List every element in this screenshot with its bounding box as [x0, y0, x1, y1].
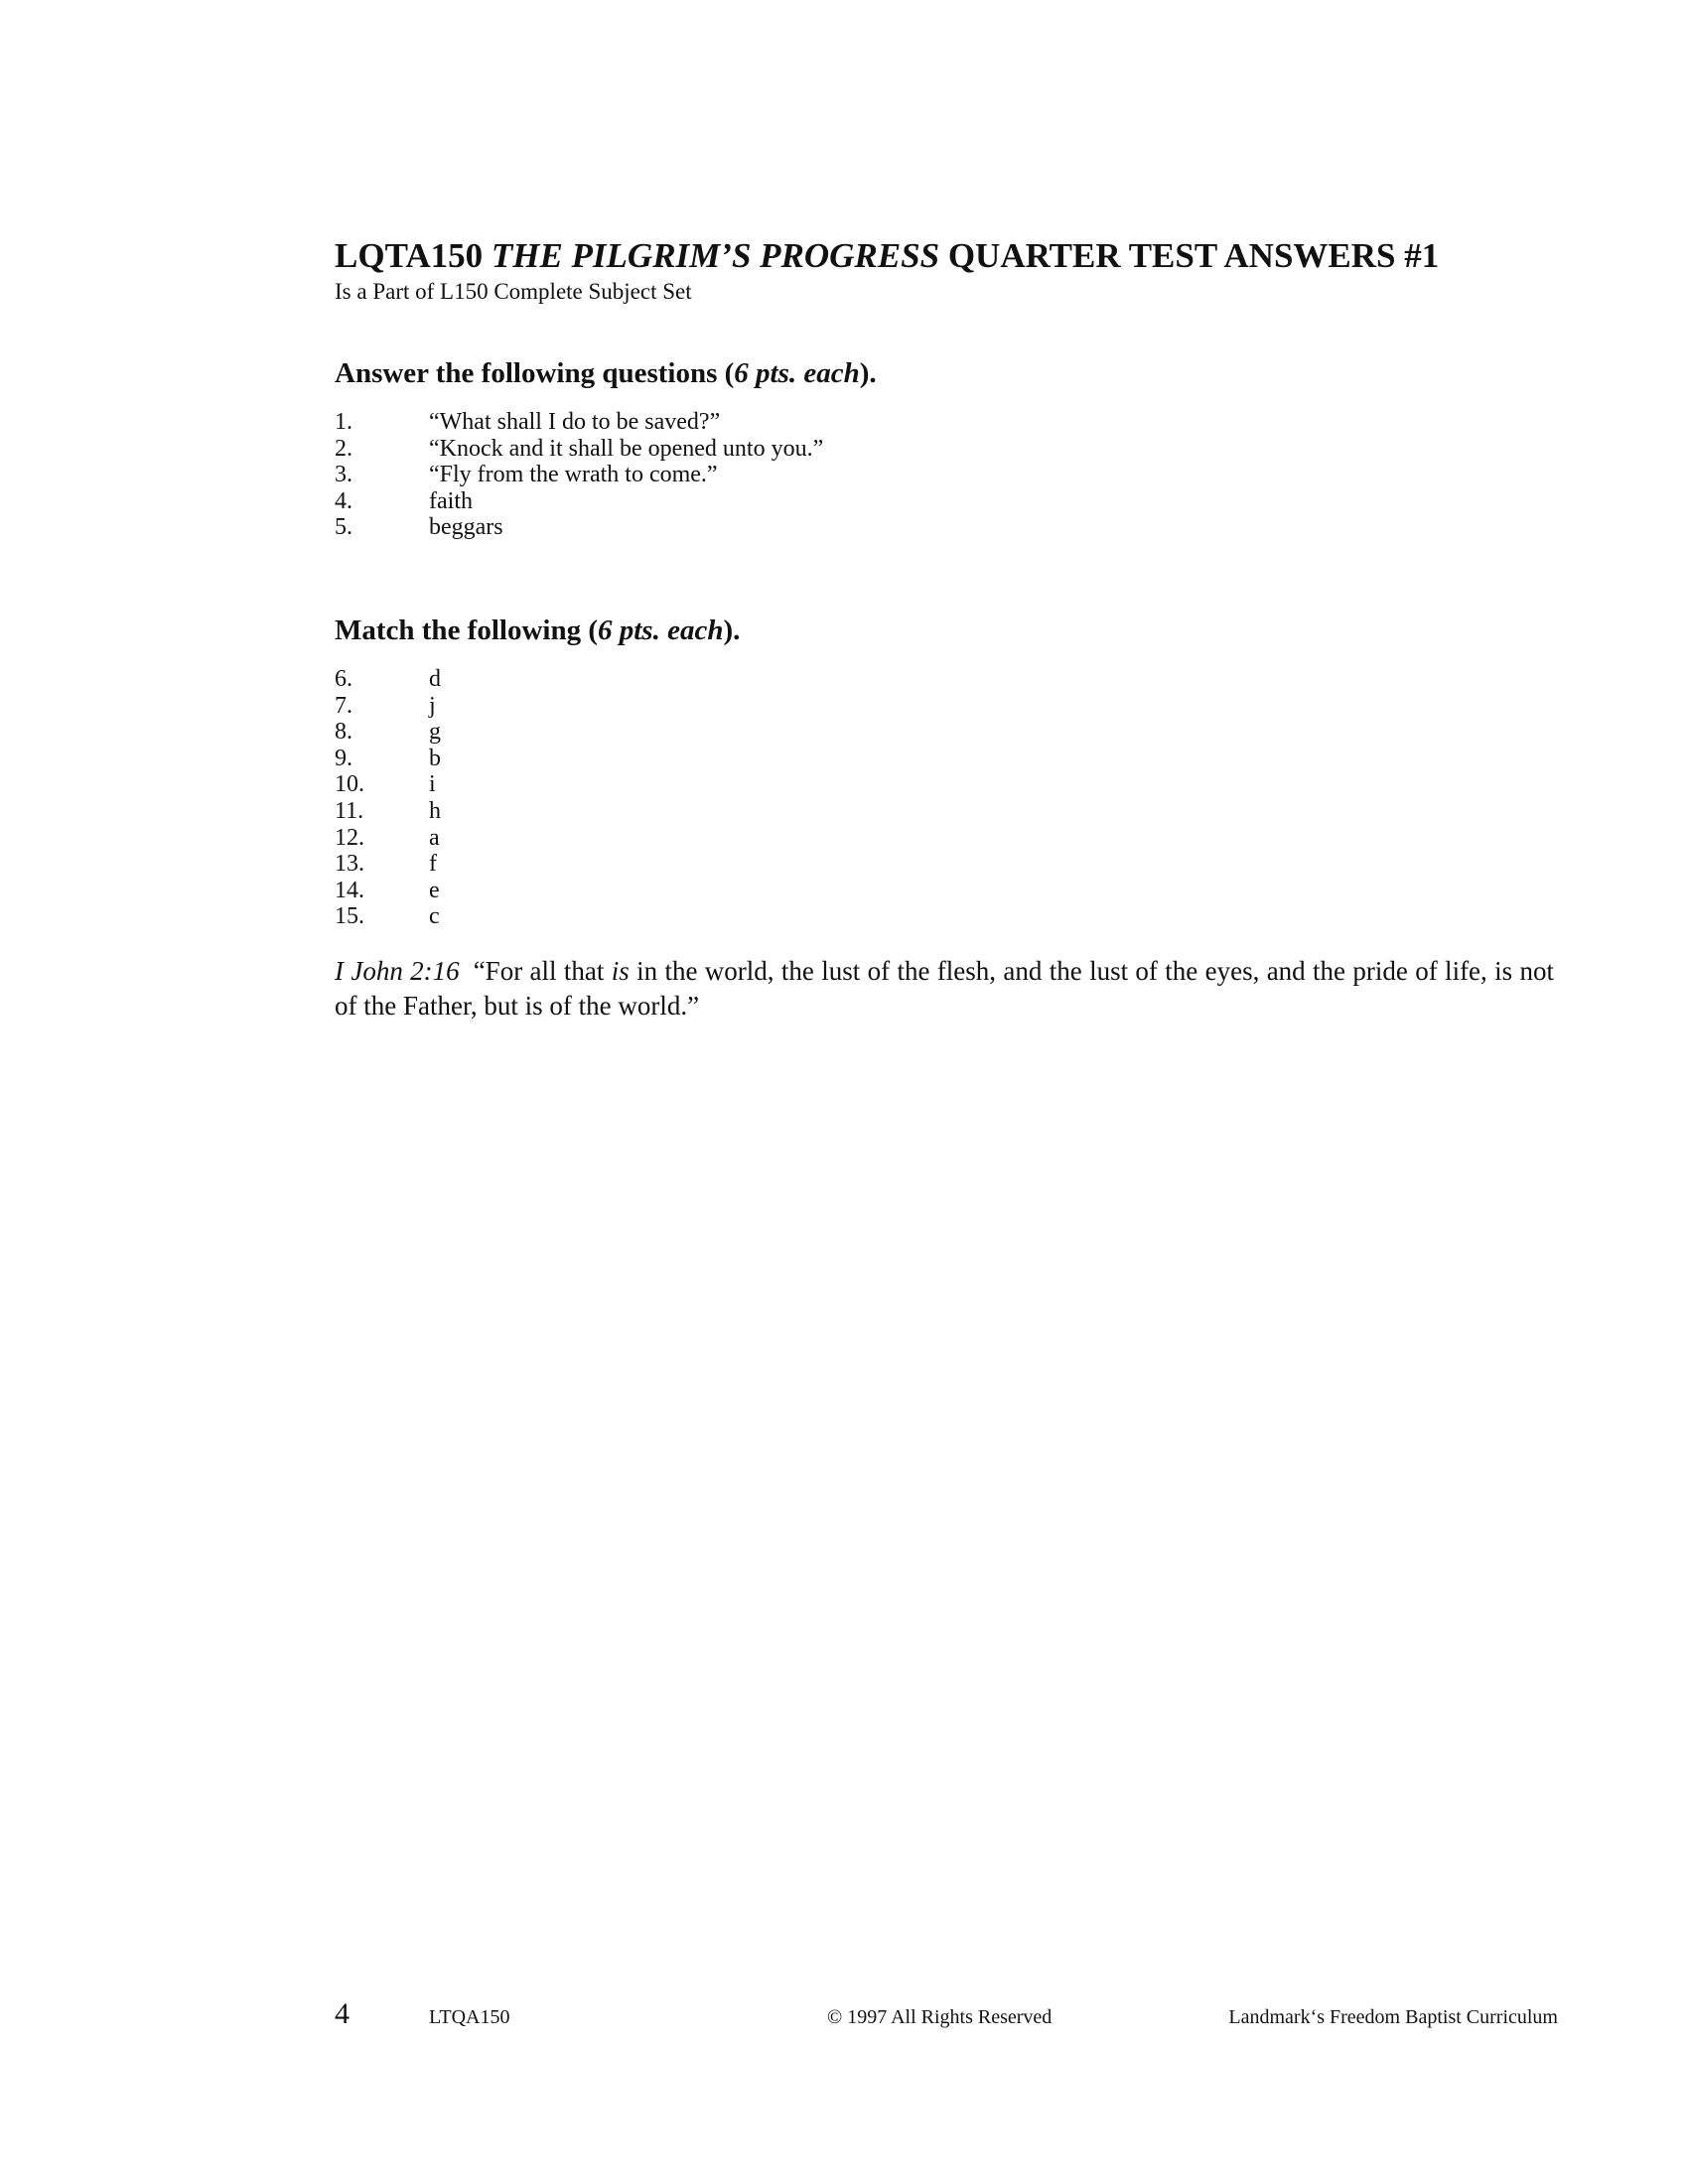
- answer-number: 3.: [335, 462, 352, 488]
- answer-number: 1.: [335, 409, 352, 435]
- title-book-name: THE PILGRIM’S PROGRESS: [491, 236, 940, 275]
- section-heading-questions: [335, 355, 1554, 391]
- answer-number: 11.: [335, 797, 364, 824]
- title-rest: QUARTER TEST ANSWERS #1: [947, 236, 1440, 275]
- answer-text: “Knock and it shall be opened unto you.”: [429, 435, 824, 462]
- answer-text: f: [429, 851, 437, 878]
- answer-text: c: [429, 903, 440, 930]
- scripture-verse: [335, 954, 1554, 1024]
- answer-number: 2.: [335, 435, 352, 462]
- answer-text: beggars: [429, 514, 503, 541]
- page-content: [335, 234, 1554, 1050]
- footer-code: LTQA150: [429, 2006, 510, 2028]
- section-heading-matching: [335, 613, 1554, 648]
- answer-item: [335, 903, 1554, 930]
- verse-text-before: “For all that: [473, 955, 612, 986]
- answer-item: [335, 436, 1554, 463]
- answer-number: 10.: [335, 771, 364, 798]
- answer-item: [335, 851, 1554, 878]
- page-footer: [335, 1999, 1558, 2033]
- verse-reference: I John 2:16: [335, 955, 460, 986]
- answer-number: 6.: [335, 665, 352, 692]
- answer-number: 5.: [335, 514, 352, 541]
- heading-points: 6 pts. each: [598, 614, 724, 646]
- answer-list-questions: [335, 409, 1554, 541]
- verse-text-italic: is: [611, 955, 630, 986]
- answer-text: faith: [429, 487, 473, 514]
- answer-item: [335, 666, 1554, 693]
- answer-text: a: [429, 824, 440, 851]
- answer-text: b: [429, 745, 441, 771]
- page-title: [335, 234, 1554, 278]
- heading-close: ).: [723, 614, 741, 646]
- answer-number: 12.: [335, 824, 364, 851]
- answer-number: 15.: [335, 903, 364, 930]
- answer-text: d: [429, 665, 441, 692]
- answer-text: h: [429, 797, 441, 824]
- answer-item: [335, 462, 1554, 488]
- answer-number: 13.: [335, 851, 364, 878]
- answer-item: [335, 693, 1554, 720]
- answer-text: g: [429, 719, 441, 746]
- answer-item: [335, 719, 1554, 746]
- answer-list-matching: [335, 666, 1554, 930]
- verse-text-after: in the world, the lust of the flesh, and the lust of the eyes, and the pride of life, is not of the Father, but is of the world.”: [335, 955, 1555, 1021]
- answer-number: 4.: [335, 487, 352, 514]
- title-code: LQTA150: [335, 236, 484, 275]
- answer-number: 8.: [335, 719, 352, 746]
- answer-text: j: [429, 692, 436, 719]
- answer-number: 7.: [335, 692, 352, 719]
- answer-item: [335, 878, 1554, 904]
- answer-text: “Fly from the wrath to come.”: [429, 462, 718, 488]
- answer-item: [335, 771, 1554, 798]
- answer-number: 9.: [335, 745, 352, 771]
- footer-page-number: 4: [335, 1997, 350, 2030]
- answer-item: [335, 409, 1554, 436]
- answer-text: “What shall I do to be saved?”: [429, 409, 721, 435]
- answer-text: e: [429, 877, 440, 903]
- heading-text: Answer the following questions (: [335, 357, 735, 389]
- answer-item: [335, 746, 1554, 772]
- answer-item: [335, 798, 1554, 825]
- footer-copyright: © 1997 All Rights Reserved: [827, 2006, 1053, 2028]
- footer-publisher: Landmark‘s Freedom Baptist Curriculum: [1228, 2006, 1558, 2028]
- answer-item: [335, 825, 1554, 852]
- answer-item: [335, 488, 1554, 515]
- heading-text: Match the following (: [335, 614, 598, 646]
- heading-points: 6 pts. each: [734, 357, 860, 389]
- answer-text: i: [429, 771, 436, 798]
- subtitle: Is a Part of L150 Complete Subject Set: [335, 279, 692, 304]
- answer-item: [335, 514, 1554, 541]
- answer-number: 14.: [335, 877, 364, 903]
- heading-close: ).: [859, 357, 877, 389]
